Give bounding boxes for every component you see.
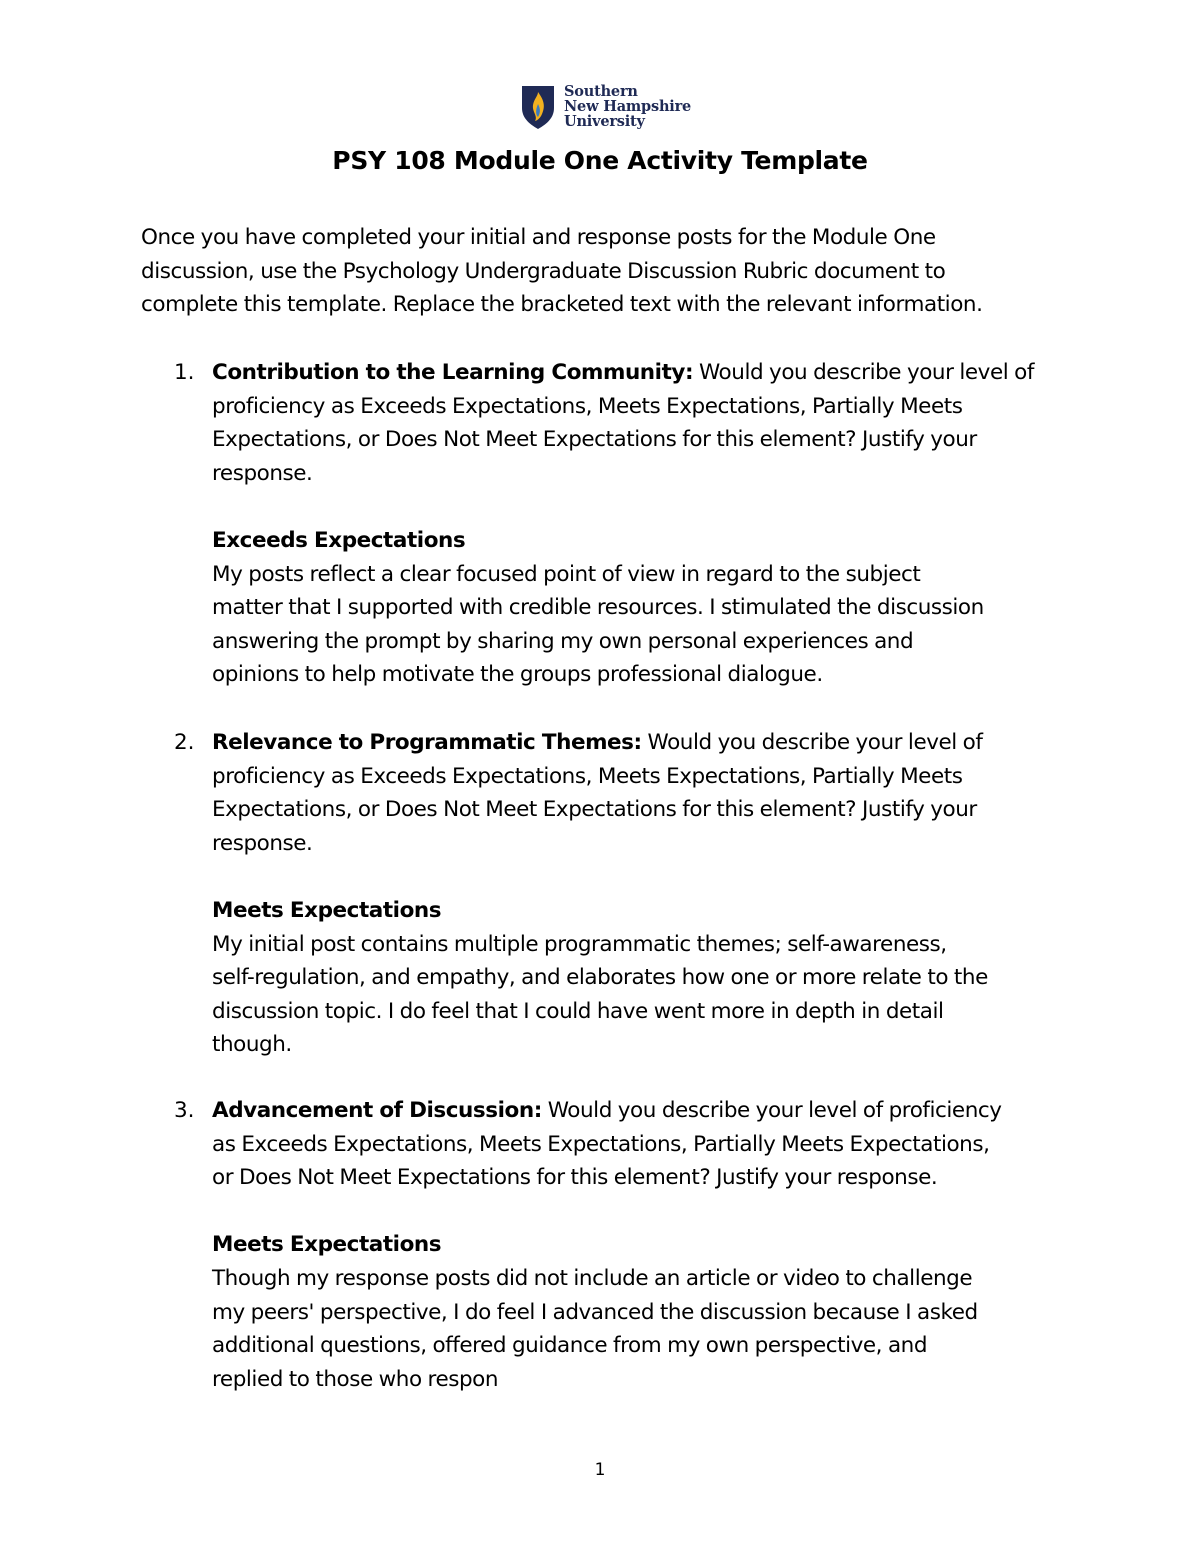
- item-question-line: or Does Not Meet Expectations for this element? Justify your response.: [212, 1165, 938, 1191]
- logo-line-1: Southern: [564, 83, 638, 100]
- item-heading: Relevance to Programmatic Themes:: [212, 730, 642, 755]
- item-question-first: Would you describe your level of: [693, 360, 1034, 385]
- item-question-line: [212, 726, 988, 760]
- snhu-logo: [520, 84, 691, 130]
- item-rating: Meets Expectations: [212, 897, 442, 923]
- item-question-first: Would you describe your level of proficiency: [541, 1098, 1002, 1123]
- intro-line: complete this template. Replace the bracketed text with the relevant information.: [141, 292, 983, 318]
- blank-line: [212, 490, 1034, 524]
- logo-wordmark: [564, 84, 691, 129]
- item-question-first: Would you describe your level of: [641, 730, 983, 755]
- blank-line: [212, 1195, 1002, 1229]
- item-answer-line: though.: [212, 1032, 292, 1058]
- item-answer-line: self-regulation, and empathy, and elaborates how one or more relate to the: [212, 965, 988, 991]
- item-heading: Advancement of Discussion:: [212, 1098, 542, 1123]
- item-1: [212, 356, 1034, 692]
- item-question-line: proficiency as Exceeds Expectations, Meets Expectations, Partially Meets: [212, 393, 963, 419]
- logo-line-3: University: [564, 113, 645, 130]
- item-answer-line: answering the prompt by sharing my own personal experiences and: [212, 628, 914, 654]
- item-answer-line: opinions to help motivate the groups professional dialogue.: [212, 662, 823, 688]
- page-number: 1: [594, 1460, 606, 1480]
- item-answer-line: my peers' perspective, I do feel I advanced the discussion because I asked: [212, 1299, 978, 1325]
- item-3: [212, 1094, 1002, 1396]
- item-question-line: as Exceeds Expectations, Meets Expectations, Partially Meets Expectations,: [212, 1131, 990, 1157]
- item-question-line: [212, 356, 1034, 390]
- item-rating: Meets Expectations: [212, 1232, 442, 1258]
- item-answer-line: replied to those who respon: [212, 1366, 499, 1392]
- item-heading: Contribution to the Learning Community:: [212, 360, 694, 385]
- item-question-line: proficiency as Exceeds Expectations, Meets Expectations, Partially Meets: [212, 763, 963, 789]
- intro-line: Once you have completed your initial and response posts for the Module One: [141, 225, 936, 250]
- item-number-2: 2.: [174, 730, 195, 755]
- item-question-line: [212, 1094, 1002, 1128]
- item-question-line: Expectations, or Does Not Meet Expectations for this element? Justify your: [212, 427, 977, 453]
- intro-line: discussion, use the Psychology Undergraduate Discussion Rubric document to: [141, 258, 946, 284]
- item-answer-line: discussion topic. I do feel that I could have went more in depth in detail: [212, 998, 944, 1024]
- item-rating: Exceeds Expectations: [212, 527, 466, 553]
- item-question-line: response.: [212, 830, 313, 856]
- item-number-1: 1.: [174, 360, 195, 385]
- intro-paragraph: [141, 221, 982, 322]
- item-answer-line: Though my response posts did not include an article or video to challenge: [212, 1265, 973, 1291]
- item-answer-line: additional questions, offered guidance from my own perspective, and: [212, 1333, 928, 1359]
- item-question-line: Expectations, or Does Not Meet Expectations for this element? Justify your: [212, 797, 977, 823]
- item-number-3: 3.: [174, 1098, 195, 1123]
- item-answer-line: My initial post contains multiple programmatic themes; self-awareness,: [212, 931, 947, 957]
- snhu-shield-icon: [520, 84, 556, 130]
- blank-line: [212, 860, 988, 894]
- document-title: PSY 108 Module One Activity Template: [332, 146, 868, 175]
- item-2: [212, 726, 988, 1062]
- item-answer-line: matter that I supported with credible resources. I stimulated the discussion: [212, 595, 984, 621]
- item-question-line: response.: [212, 460, 313, 486]
- logo-line-2: New Hampshire: [564, 98, 692, 115]
- item-answer-line: My posts reflect a clear focused point of view in regard to the subject: [212, 561, 921, 587]
